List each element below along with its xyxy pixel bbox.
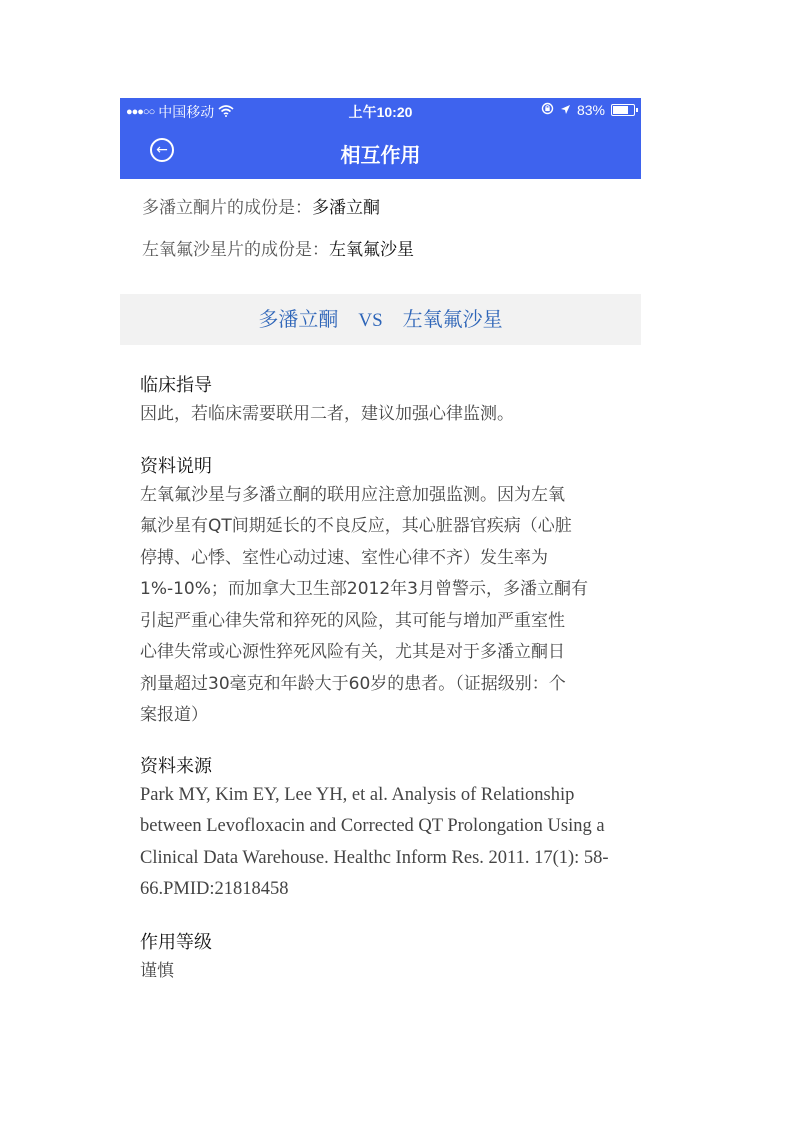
body-line: 氟沙星有QT间期延长的不良反应，其心脏器官疾病（心脏: [140, 516, 572, 536]
body-line: 引起严重心律失常和猝死的风险，其可能与增加严重室性: [140, 610, 565, 631]
source-section: [120, 754, 620, 906]
reference-line: Clinical Data Warehouse. Healthc Inform Res. 2011. 17(1): 58-: [140, 847, 609, 868]
carrier-name: 中国移动: [158, 104, 215, 120]
interaction-level-section: [120, 930, 620, 988]
reference-line: Park MY, Kim EY, Lee YH, et al. Analysis of Relationship: [140, 784, 575, 805]
reference-line: 66.PMID:21818458: [140, 879, 289, 899]
body-line: 左氧氟沙星与多潘立酮的联用应注意加强监测。因为左氧: [140, 484, 565, 505]
status-bar: [120, 98, 641, 122]
section-title: 作用等级: [140, 931, 212, 953]
battery-fill: [613, 106, 628, 114]
body-line: 停搏、心悸、室性心动过速、室性心律不齐）发生率为: [140, 547, 548, 568]
status-time: 上午10:20: [348, 104, 413, 120]
drug-b-name: 左氧氟沙星: [402, 307, 503, 331]
battery-icon: [611, 104, 635, 116]
section-body: [140, 480, 620, 732]
section-body: [140, 780, 620, 906]
section-title: 临床指导: [140, 375, 212, 396]
section-title: 资料说明: [140, 455, 212, 477]
ingredient-value: 左氧氟沙星: [329, 240, 414, 260]
phone-screen: [120, 98, 641, 987]
ingredients-list: [120, 179, 641, 277]
reference-line: between Levofloxacin and Corrected QT Prolongation Using a: [140, 816, 605, 836]
section-title: 资料来源: [140, 755, 212, 777]
nav-bar: [120, 122, 641, 179]
vs-label: VS: [358, 310, 383, 331]
location-arrow-icon: [560, 102, 571, 118]
explanation-section: [120, 454, 620, 732]
drug-a-name: 多潘立酮: [258, 307, 339, 331]
body-line: 案报道）: [140, 705, 208, 725]
rotation-lock-icon: [541, 102, 554, 118]
clinical-guidance-section: [120, 373, 620, 431]
body-line: 心律失常或心源性猝死风险有关，尤其是对于多潘立酮日: [140, 642, 565, 662]
ingredient-row: [142, 193, 641, 235]
body-line: 1%-10%；而加拿大卫生部2012年3月曾警示，多潘立酮有: [140, 579, 588, 599]
comparison-header: [120, 294, 641, 345]
interaction-level-value: 谨慎: [140, 960, 174, 981]
back-arrow-icon: ←: [156, 142, 168, 158]
ingredient-label: 左氧氟沙星片的成份是：: [142, 240, 329, 260]
ingredient-label: 多潘立酮片的成份是：: [142, 198, 312, 218]
body-line: 剂量超过30毫克和年龄大于60岁的患者。（证据级别：个: [140, 673, 566, 694]
signal-strength-icon: ●●●○○: [126, 106, 155, 118]
status-right: [541, 102, 635, 118]
ingredient-value: 多潘立酮: [312, 198, 380, 218]
battery-percent: 83%: [576, 102, 605, 118]
page-title: 相互作用: [340, 143, 421, 167]
ingredient-row: [142, 235, 641, 277]
section-body: 因此，若临床需要联用二者，建议加强心律监测。: [140, 404, 514, 424]
